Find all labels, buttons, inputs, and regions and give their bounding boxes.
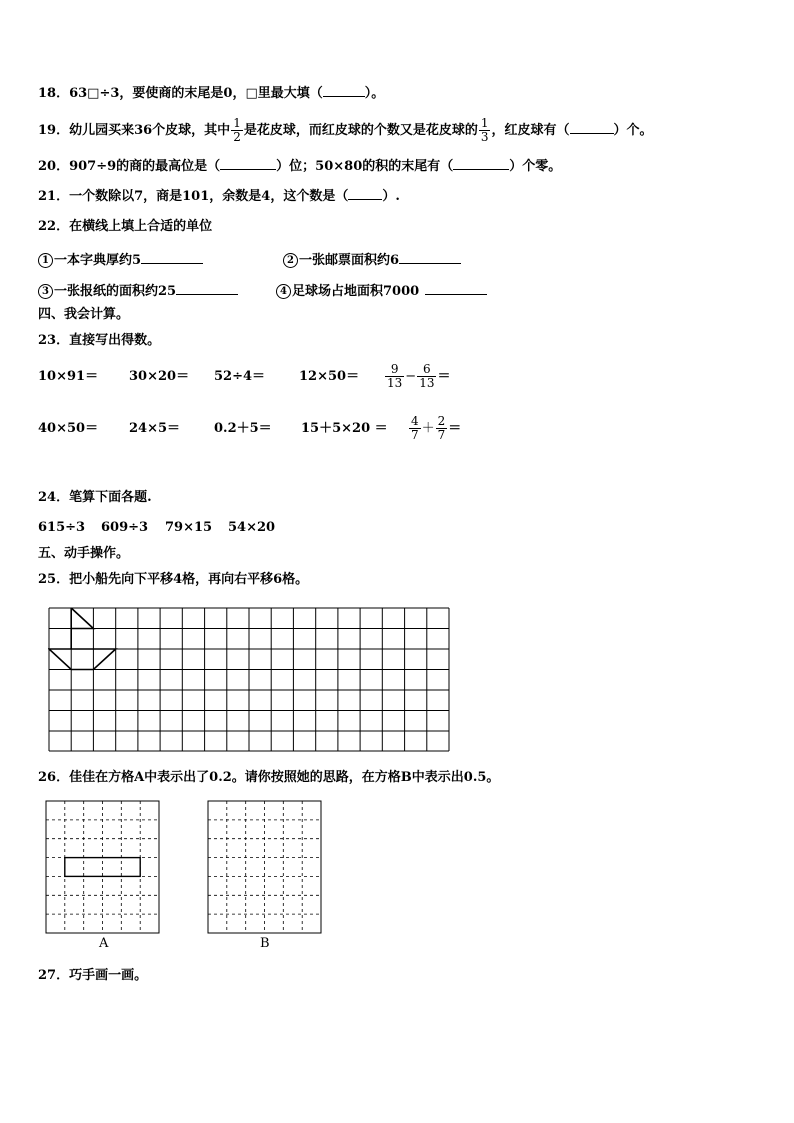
q21-text-post: ）. bbox=[382, 189, 400, 204]
q21-answer-blank[interactable] bbox=[348, 187, 382, 200]
grid-b[interactable] bbox=[207, 800, 323, 935]
q24-number: 24． bbox=[38, 490, 70, 505]
q22-text: 在横线上填上合适的单位 bbox=[69, 219, 213, 234]
q22-item-4-text: 足球场占地面积7000 bbox=[292, 284, 420, 299]
q18-number: 18． bbox=[38, 86, 70, 101]
calc-item: 24×5＝ bbox=[129, 421, 181, 436]
q24-text: 笔算下面各题. bbox=[69, 490, 152, 505]
question-25 bbox=[38, 572, 308, 588]
question-20 bbox=[38, 157, 561, 175]
q23-number: 23． bbox=[38, 333, 70, 348]
boat-shape bbox=[49, 608, 116, 670]
q26-number: 26． bbox=[38, 770, 70, 785]
section-4-heading: 四、我会计算。 bbox=[38, 307, 130, 322]
q20-text-mid: ）位；50×80的积的末尾有（ bbox=[276, 159, 454, 174]
q20-answer-blank-1[interactable] bbox=[220, 157, 276, 170]
q19-text-pre: 幼儿园买来36个皮球，其中 bbox=[69, 123, 231, 138]
q20-number: 20． bbox=[38, 159, 70, 174]
boat-grid[interactable] bbox=[48, 607, 452, 753]
q23-text: 直接写出得数。 bbox=[69, 333, 161, 348]
circled-number-1: 1 bbox=[38, 253, 53, 268]
q21-number: 21． bbox=[38, 189, 70, 204]
written-calc-item: 54×20 bbox=[228, 520, 276, 535]
question-21 bbox=[38, 187, 400, 205]
q19-answer-blank[interactable] bbox=[570, 121, 614, 134]
section-5-heading: 五、动手操作。 bbox=[38, 546, 130, 561]
q18-text-post: ）。 bbox=[364, 86, 385, 101]
q19-fraction-2: $\frac{1}{3}$ bbox=[480, 116, 489, 144]
circled-number-2: 2 bbox=[283, 253, 298, 268]
q26-text: 佳佳在方格A中表示出了0.2。请你按照她的思路，在方格B中表示出0.5。 bbox=[69, 770, 500, 785]
grid-a-dashed-lines bbox=[46, 801, 159, 933]
q25-number: 25． bbox=[38, 572, 70, 587]
question-23 bbox=[38, 333, 160, 349]
question-22 bbox=[38, 219, 212, 235]
grid-a-label: A bbox=[99, 936, 109, 951]
written-calc-item: 609÷3 bbox=[101, 520, 149, 535]
question-19 bbox=[38, 117, 653, 144]
q27-text: 巧手画一画。 bbox=[69, 968, 148, 983]
q22-item-2-text: 一张邮票面积约6 bbox=[299, 253, 400, 268]
q20-text-post: ）个零。 bbox=[509, 159, 562, 174]
q19-fraction-1: $\frac{1}{2}$ bbox=[233, 116, 241, 144]
grid-b-dashed-lines bbox=[208, 801, 321, 933]
calc-item: 30×20＝ bbox=[129, 369, 190, 384]
calc-item: 0.2＋5＝ bbox=[214, 421, 272, 436]
question-27 bbox=[38, 968, 147, 984]
q22-item-4-blank[interactable] bbox=[425, 282, 487, 295]
written-calc-item: 615÷3 bbox=[38, 520, 86, 535]
q18-answer-blank[interactable] bbox=[323, 84, 365, 97]
calc-fraction-item-2: $\frac{4}{7}$ ＋ $\frac{2}{7}$ ＝ bbox=[411, 414, 462, 442]
q22-number: 22． bbox=[38, 219, 70, 234]
q22-item-3-blank[interactable] bbox=[176, 282, 238, 295]
circled-number-3: 3 bbox=[38, 284, 53, 299]
q20-text-pre: 907÷9的商的最高位是（ bbox=[69, 159, 221, 174]
q21-text-pre: 一个数除以7，商是101，余数是4，这个数是（ bbox=[69, 189, 349, 204]
q18-text-mid: □里最大填（ bbox=[245, 86, 323, 101]
calc-item: 40×50＝ bbox=[38, 421, 99, 436]
question-26 bbox=[38, 770, 499, 786]
q22-item-3 bbox=[38, 282, 238, 300]
calc-item: 12×50＝ bbox=[299, 369, 360, 384]
calc-item: 52÷4＝ bbox=[214, 369, 266, 384]
q19-text-mid: 是花皮球，而红皮球的个数又是花皮球的 bbox=[243, 123, 478, 138]
q19-number: 19． bbox=[38, 123, 70, 138]
question-24 bbox=[38, 490, 152, 506]
q20-answer-blank-2[interactable] bbox=[453, 157, 509, 170]
question-18 bbox=[38, 84, 384, 102]
calc-item: 15＋5×20 ＝ bbox=[301, 421, 388, 436]
q27-number: 27． bbox=[38, 968, 70, 983]
circled-number-4: 4 bbox=[276, 284, 291, 299]
calc-fraction-item-1: $\frac{9}{13}$ − $\frac{6}{13}$ ＝ bbox=[387, 362, 451, 390]
calc-item: 10×91＝ bbox=[38, 369, 99, 384]
q22-item-1-text: 一本字典厚约5 bbox=[54, 253, 142, 268]
grid-b-label: B bbox=[260, 936, 270, 951]
written-calc-item: 79×15 bbox=[165, 520, 213, 535]
q22-item-4 bbox=[276, 282, 487, 300]
grid-lines bbox=[49, 608, 449, 751]
q22-item-2-blank[interactable] bbox=[399, 251, 461, 264]
q19-text-post: ）个。 bbox=[613, 123, 653, 138]
grid-a bbox=[45, 800, 161, 935]
q22-item-1-blank[interactable] bbox=[141, 251, 203, 264]
q25-text: 把小船先向下平移4格，再向右平移6格。 bbox=[69, 572, 309, 587]
q18-text-pre: 63□÷3，要使商的末尾是0， bbox=[69, 86, 246, 101]
q22-item-1 bbox=[38, 251, 203, 269]
q22-item-2 bbox=[283, 251, 461, 269]
q19-text-mid2: ，红皮球有（ bbox=[491, 123, 570, 138]
q22-item-3-text: 一张报纸的面积约25 bbox=[54, 284, 177, 299]
